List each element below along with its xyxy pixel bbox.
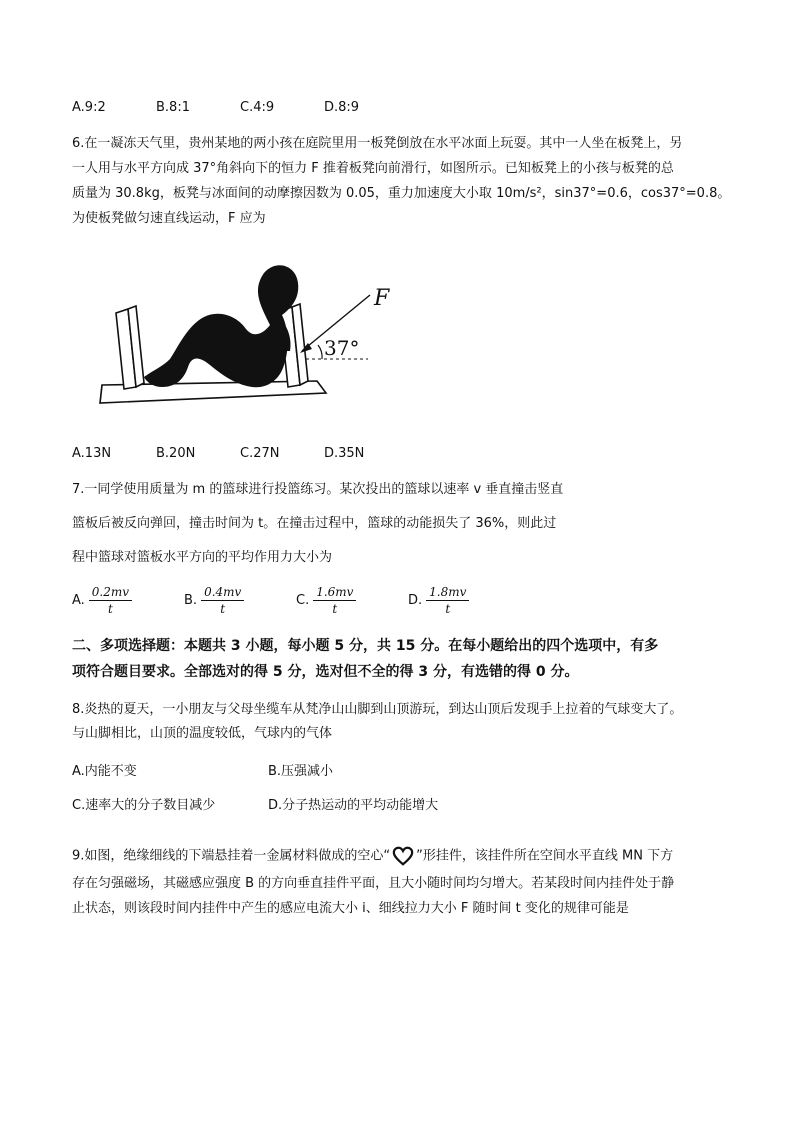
q6-line-2: 一人用与水平方向成 37°角斜向下的恒力 F 推着板凳向前滑行，如图所示。已知板凳上的小孩与板凳的总 — [72, 161, 674, 176]
q6-options — [72, 444, 472, 464]
q7-line-1: 7.一同学使用质量为 m 的篮球进行投篮练习。某次投出的篮球以速率 v 垂直撞击竖直 — [72, 482, 564, 497]
q7-option-d: D. $\frac{1.8mv}{t}$ — [408, 584, 469, 617]
q6-line-1: 6.在一凝冻天气里，贵州某地的两小孩在庭院里用一板凳倒放在水平冰面上玩耍。其中一人坐在板凳上，另 — [72, 136, 683, 151]
q6-figure — [92, 255, 392, 415]
q6-option-b: B.20N — [156, 446, 196, 461]
q5-options — [72, 98, 472, 118]
bench-child-diagram — [92, 255, 392, 415]
q9-line-2: 存在匀强磁场，其磁感应强度 B 的方向垂直挂件平面，且大小随时间均匀增大。若某段时间内挂件处于静 — [72, 876, 675, 891]
q5-option-b: B.8:1 — [156, 100, 190, 115]
section2-line-1: 二、多项选择题：本题共 3 小题，每小题 5 分，共 15 分。在每小题给出的四个选项中，有多 — [72, 638, 659, 654]
q9-line-3: 止状态，则该段时间内挂件中产生的感应电流大小 i、细线拉力大小 F 随时间 t 变化的规律可能是 — [72, 901, 629, 916]
q7-option-b: B. $\frac{0.4mv}{t}$ — [184, 584, 244, 617]
q8-option-a: A.内能不变 — [72, 764, 137, 779]
q7-option-a: A. $\frac{0.2mv}{t}$ — [72, 584, 132, 617]
q6-option-c: C.27N — [240, 446, 280, 461]
q6-line-3: 质量为 30.8kg，板凳与冰面间的动摩擦因数为 0.05，重力加速度大小取 10m/s²，sin37°=0.6，cos37°=0.8。 — [72, 186, 731, 201]
q6-option-d: D.35N — [324, 446, 365, 461]
q6-line-4: 为使板凳做匀速直线运动，F 应为 — [72, 211, 266, 226]
angle-arc — [318, 345, 322, 359]
angle-label: 37° — [324, 336, 360, 360]
q7-line-3: 程中篮球对篮板水平方向的平均作用力大小为 — [72, 550, 333, 565]
q8-options-row2 — [72, 796, 572, 816]
q8-line-1: 8.炎热的夏天，一小朋友与父母坐缆车从梵净山山脚到山顶游玩，到达山顶后发现手上拉着的气球变大了。 — [72, 702, 683, 717]
section2-line-2: 项符合题目要求。全部选对的得 5 分，选对但不全的得 3 分，有选错的得 0 分。 — [72, 664, 579, 680]
q5-option-a: A.9:2 — [72, 100, 106, 115]
q8-options-row1 — [72, 762, 572, 782]
q7-line-2: 篮板后被反向弹回，撞击时间为 t。在撞击过程中，篮球的动能损失了 36%，则此过 — [72, 516, 557, 531]
q7-option-c: C. $\frac{1.6mv}{t}$ — [296, 584, 356, 617]
heart-icon — [392, 845, 414, 867]
q5-option-c: C.4:9 — [240, 100, 275, 115]
q5-option-d: D.8:9 — [324, 100, 360, 115]
q8-option-b: B.压强减小 — [268, 764, 334, 779]
q9-line-1: 9.如图，绝缘细线的下端悬挂着一金属材料做成的空心“ ”形挂件，该挂件所在空间水平直线 MN 下方 — [72, 845, 673, 867]
q8-line-2: 与山脚相比，山顶的温度较低，气球内的气体 — [72, 726, 333, 741]
q8-option-c: C.速率大的分子数目减少 — [72, 798, 216, 813]
q8-option-d: D.分子热运动的平均动能增大 — [268, 798, 439, 813]
q6-option-a: A.13N — [72, 446, 112, 461]
force-label: F — [374, 286, 390, 311]
